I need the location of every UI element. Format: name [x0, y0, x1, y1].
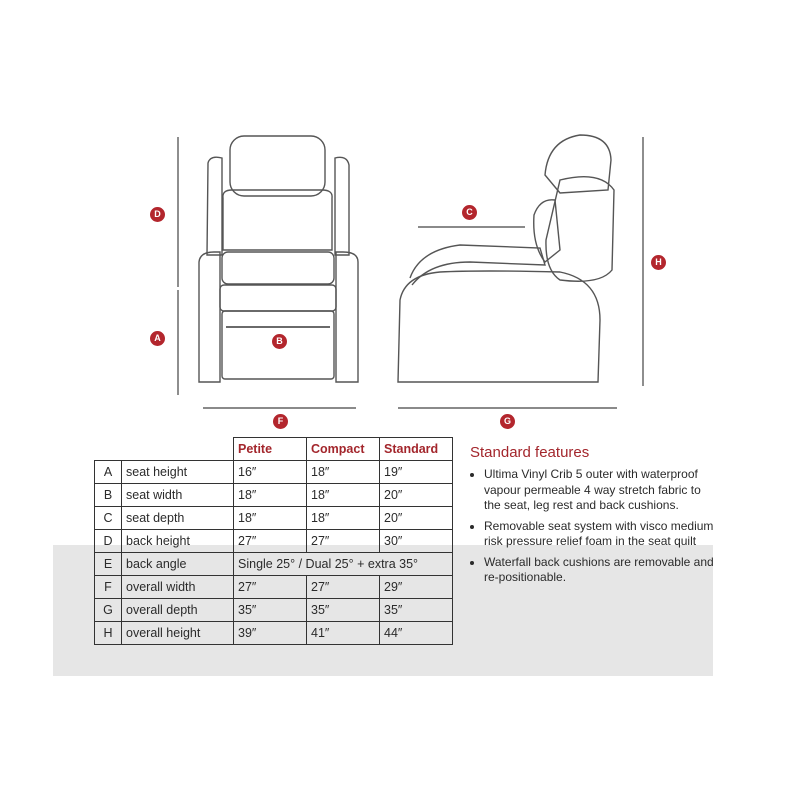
table-row: B seat width 18″ 18″ 20″ [95, 484, 453, 507]
badge-c: C [462, 205, 477, 220]
badge-a: A [150, 331, 165, 346]
table-row: F overall width 27″ 27″ 29″ [95, 576, 453, 599]
header-standard: Standard [380, 438, 453, 461]
badge-b: B [272, 334, 287, 349]
badge-h: H [651, 255, 666, 270]
back-angle-merged-cell: Single 25° / Dual 25° + extra 35° [234, 553, 453, 576]
features-list [470, 467, 720, 586]
header-petite: Petite [234, 438, 307, 461]
table-row: C seat depth 18″ 18″ 20″ [95, 507, 453, 530]
table-row: G overall depth 35″ 35″ 35″ [95, 599, 453, 622]
list-item: • Removable seat system with visco medium risk pressure relief foam in the seat quilt [484, 519, 720, 550]
list-item: • Waterfall back cushions are removable and re-positionable. [484, 555, 720, 586]
table-row: E back angle Single 25° / Dual 25° + extra 35° [95, 553, 453, 576]
table-row: A seat height 16″ 18″ 19″ [95, 461, 453, 484]
badge-d: D [150, 207, 165, 222]
table-row: H overall height 39″ 41″ 44″ [95, 622, 453, 645]
badge-f: F [273, 414, 288, 429]
dimensions-table [94, 437, 453, 645]
header-compact: Compact [307, 438, 380, 461]
table-row: D back height 27″ 27″ 30″ [95, 530, 453, 553]
badge-g: G [500, 414, 515, 429]
table-header-row [95, 438, 453, 461]
standard-features [470, 444, 720, 591]
features-title: Standard features [470, 444, 590, 461]
side-view-chair [398, 135, 614, 382]
list-item: • Ultima Vinyl Crib 5 outer with waterproof vapour permeable 4 way stretch fabric to the seat, leg rest and back cushions. [484, 467, 720, 514]
